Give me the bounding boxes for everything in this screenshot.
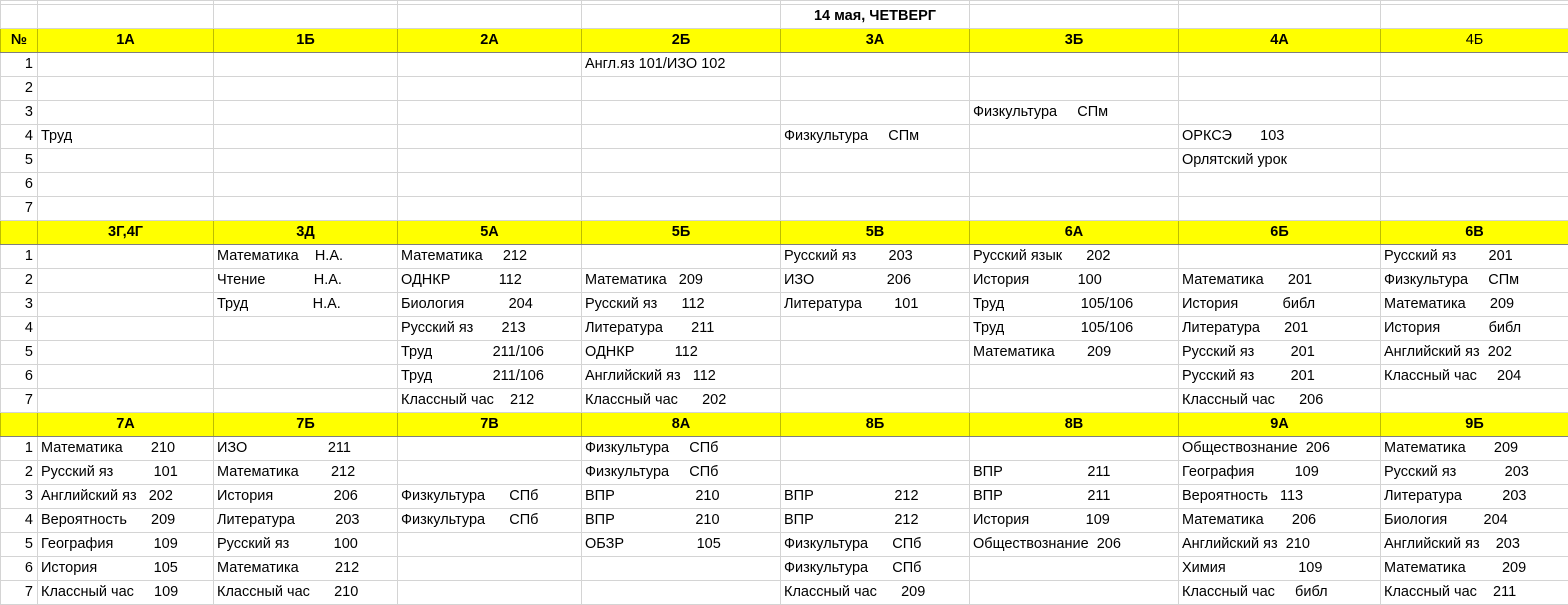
lesson-cell[interactable]: Математика 212: [398, 245, 582, 269]
lesson-row: [1, 581, 1568, 605]
lesson-cell[interactable]: [582, 125, 781, 149]
lesson-cell[interactable]: Физкультура СПб: [582, 437, 781, 461]
lesson-cell[interactable]: Классный час 209: [781, 581, 970, 605]
lesson-cell[interactable]: [398, 197, 582, 221]
lesson-cell[interactable]: [398, 101, 582, 125]
lesson-cell[interactable]: [1179, 197, 1381, 221]
lesson-cell[interactable]: ВПР 212: [781, 485, 970, 509]
lesson-number-cell[interactable]: 5: [1, 533, 38, 557]
lesson-number-cell[interactable]: 1: [1, 437, 38, 461]
class-header-cell[interactable]: 4А: [1179, 29, 1381, 53]
lesson-cell[interactable]: Английский яз 202: [1381, 341, 1568, 365]
lesson-cell[interactable]: Английский яз 112: [582, 365, 781, 389]
lesson-cell[interactable]: [214, 77, 398, 101]
class-header-cell[interactable]: 2Б: [582, 29, 781, 53]
lesson-row: [1, 485, 1568, 509]
lesson-cell[interactable]: [1381, 125, 1568, 149]
lesson-number-cell[interactable]: 4: [1, 317, 38, 341]
lesson-number-cell[interactable]: 7: [1, 197, 38, 221]
lesson-cell[interactable]: [214, 197, 398, 221]
lesson-cell[interactable]: География 109: [38, 533, 214, 557]
lesson-cell[interactable]: Русский яз 201: [1381, 245, 1568, 269]
lesson-cell[interactable]: [781, 317, 970, 341]
cell[interactable]: [1179, 5, 1381, 29]
lesson-cell[interactable]: [781, 341, 970, 365]
lesson-row: [1, 509, 1568, 533]
class-header-cell[interactable]: 5В: [781, 221, 970, 245]
lesson-cell[interactable]: Русский яз 203: [781, 245, 970, 269]
lesson-cell[interactable]: Русский язык 202: [970, 245, 1179, 269]
lesson-cell[interactable]: Биология 204: [398, 293, 582, 317]
lesson-cell[interactable]: Литература 201: [1179, 317, 1381, 341]
lesson-cell[interactable]: [214, 125, 398, 149]
lesson-row: [1, 293, 1568, 317]
lesson-cell[interactable]: Физкультура СПм: [781, 125, 970, 149]
lesson-cell[interactable]: [970, 365, 1179, 389]
lesson-row: [1, 245, 1568, 269]
lesson-number-cell[interactable]: 5: [1, 341, 38, 365]
lesson-cell[interactable]: [781, 197, 970, 221]
lesson-row: [1, 317, 1568, 341]
class-header-cell[interactable]: 7Б: [214, 413, 398, 437]
lesson-cell[interactable]: История библ: [1179, 293, 1381, 317]
lesson-number-cell[interactable]: 7: [1, 389, 38, 413]
lesson-cell[interactable]: История 109: [970, 509, 1179, 533]
lesson-cell[interactable]: Физкультура СПб: [398, 509, 582, 533]
lesson-cell[interactable]: Труд Н.А.: [214, 293, 398, 317]
lesson-cell[interactable]: [970, 77, 1179, 101]
lesson-number-cell[interactable]: 6: [1, 173, 38, 197]
class-header-cell[interactable]: 6В: [1381, 221, 1568, 245]
lesson-cell[interactable]: История 105: [38, 557, 214, 581]
lesson-cell[interactable]: [582, 77, 781, 101]
lesson-cell[interactable]: История библ: [1381, 317, 1568, 341]
lesson-number-cell[interactable]: 1: [1, 245, 38, 269]
lesson-cell[interactable]: Математика 209: [1381, 557, 1568, 581]
lesson-cell[interactable]: Математика 209: [1381, 293, 1568, 317]
lesson-cell[interactable]: [781, 77, 970, 101]
lesson-number-cell[interactable]: 6: [1, 557, 38, 581]
cell[interactable]: [398, 5, 582, 29]
lesson-cell[interactable]: Классный час 210: [214, 581, 398, 605]
lesson-cell[interactable]: Английский яз 203: [1381, 533, 1568, 557]
lesson-cell[interactable]: [1381, 173, 1568, 197]
lesson-row: [1, 149, 1568, 173]
lesson-cell[interactable]: Русский яз 213: [398, 317, 582, 341]
lesson-row: [1, 53, 1568, 77]
lesson-cell[interactable]: География 109: [1179, 461, 1381, 485]
lesson-cell[interactable]: [781, 389, 970, 413]
lesson-cell[interactable]: Математика 212: [214, 557, 398, 581]
lesson-cell[interactable]: Труд: [38, 125, 214, 149]
lesson-row: [1, 461, 1568, 485]
lesson-cell[interactable]: [582, 149, 781, 173]
lesson-cell[interactable]: Русский яз 101: [38, 461, 214, 485]
lesson-cell[interactable]: [38, 77, 214, 101]
title-row: [1, 5, 1568, 29]
lesson-cell[interactable]: Математика 206: [1179, 509, 1381, 533]
lesson-cell[interactable]: [214, 149, 398, 173]
lesson-cell[interactable]: [582, 173, 781, 197]
lesson-cell[interactable]: Математика 212: [214, 461, 398, 485]
lesson-cell[interactable]: Английский яз 202: [38, 485, 214, 509]
lesson-cell[interactable]: Обществознание 206: [1179, 437, 1381, 461]
lesson-cell[interactable]: [398, 581, 582, 605]
lesson-cell[interactable]: ВПР 211: [970, 461, 1179, 485]
lesson-cell[interactable]: [38, 53, 214, 77]
number-header-cell[interactable]: [1, 413, 38, 437]
lesson-cell[interactable]: Труд 211/106: [398, 365, 582, 389]
lesson-cell[interactable]: Физкультура СПм: [1381, 269, 1568, 293]
class-header-cell[interactable]: 3Г,4Г: [38, 221, 214, 245]
lesson-cell[interactable]: Литература 211: [582, 317, 781, 341]
class-header-cell[interactable]: 9Б: [1381, 413, 1568, 437]
lesson-cell[interactable]: Русский яз 100: [214, 533, 398, 557]
lesson-cell[interactable]: Физкультура СПб: [582, 461, 781, 485]
lesson-cell[interactable]: [1381, 77, 1568, 101]
lesson-cell[interactable]: ИЗО 211: [214, 437, 398, 461]
lesson-row: [1, 437, 1568, 461]
lesson-cell[interactable]: Классный час 109: [38, 581, 214, 605]
lesson-cell[interactable]: [38, 173, 214, 197]
lesson-row: [1, 173, 1568, 197]
lesson-cell[interactable]: [214, 101, 398, 125]
cell[interactable]: [582, 5, 781, 29]
lesson-cell[interactable]: [38, 101, 214, 125]
lesson-cell[interactable]: [398, 173, 582, 197]
lesson-cell[interactable]: Математика 209: [1381, 437, 1568, 461]
lesson-cell[interactable]: [38, 293, 214, 317]
cell[interactable]: [970, 5, 1179, 29]
lesson-cell[interactable]: [1179, 173, 1381, 197]
class-header-cell[interactable]: 3Д: [214, 221, 398, 245]
lesson-cell[interactable]: Физкультура СПб: [781, 533, 970, 557]
lesson-number-cell[interactable]: 5: [1, 149, 38, 173]
lesson-number-cell[interactable]: 2: [1, 77, 38, 101]
lesson-cell[interactable]: История 100: [970, 269, 1179, 293]
lesson-cell[interactable]: Классный час библ: [1179, 581, 1381, 605]
lesson-cell[interactable]: [1179, 53, 1381, 77]
lesson-cell[interactable]: ИЗО 206: [781, 269, 970, 293]
lesson-cell[interactable]: [214, 173, 398, 197]
lesson-cell[interactable]: Математика 210: [38, 437, 214, 461]
lesson-cell[interactable]: [398, 533, 582, 557]
lesson-cell[interactable]: Литература 203: [1381, 485, 1568, 509]
lesson-cell[interactable]: Русский яз 201: [1179, 365, 1381, 389]
lesson-cell[interactable]: ОДНКР 112: [398, 269, 582, 293]
lesson-cell[interactable]: [398, 53, 582, 77]
lesson-cell[interactable]: Англ.яз 101/ИЗО 102: [582, 53, 781, 77]
lesson-cell[interactable]: [38, 341, 214, 365]
lesson-cell[interactable]: [398, 77, 582, 101]
lesson-cell[interactable]: ОРКСЭ 103: [1179, 125, 1381, 149]
lesson-cell[interactable]: [398, 437, 582, 461]
lesson-cell[interactable]: Чтение Н.А.: [214, 269, 398, 293]
lesson-cell[interactable]: [781, 365, 970, 389]
lesson-cell[interactable]: [781, 437, 970, 461]
lesson-row: [1, 365, 1568, 389]
lesson-cell[interactable]: [582, 245, 781, 269]
lesson-cell[interactable]: Физкультура СПб: [781, 557, 970, 581]
lesson-cell[interactable]: [398, 557, 582, 581]
cell[interactable]: [38, 5, 214, 29]
lesson-cell[interactable]: Математика Н.А.: [214, 245, 398, 269]
lesson-cell[interactable]: [1179, 101, 1381, 125]
lesson-cell[interactable]: [582, 197, 781, 221]
class-header-cell[interactable]: 1А: [38, 29, 214, 53]
class-header-cell[interactable]: 7В: [398, 413, 582, 437]
lesson-cell[interactable]: Математика 201: [1179, 269, 1381, 293]
lesson-cell[interactable]: [970, 437, 1179, 461]
lesson-cell[interactable]: [1381, 53, 1568, 77]
lesson-cell[interactable]: [781, 149, 970, 173]
lesson-number-cell[interactable]: 7: [1, 581, 38, 605]
lesson-cell[interactable]: ОДНКР 112: [582, 341, 781, 365]
class-header-cell[interactable]: 9А: [1179, 413, 1381, 437]
class-header-cell[interactable]: 8Б: [781, 413, 970, 437]
lesson-cell[interactable]: Химия 109: [1179, 557, 1381, 581]
class-header-row: [1, 221, 1568, 245]
lesson-row: [1, 269, 1568, 293]
lesson-cell[interactable]: [214, 341, 398, 365]
lesson-cell[interactable]: [970, 389, 1179, 413]
lesson-cell[interactable]: Обществознание 206: [970, 533, 1179, 557]
cell[interactable]: [1381, 5, 1568, 29]
lesson-cell[interactable]: Труд 105/106: [970, 317, 1179, 341]
lesson-cell[interactable]: История 206: [214, 485, 398, 509]
class-header-row: [1, 413, 1568, 437]
lesson-cell[interactable]: [970, 149, 1179, 173]
schedule-body: [1, 1, 1568, 605]
lesson-cell[interactable]: Классный час 202: [582, 389, 781, 413]
lesson-cell[interactable]: [970, 557, 1179, 581]
lesson-cell[interactable]: Английский яз 210: [1179, 533, 1381, 557]
lesson-row: [1, 197, 1568, 221]
class-header-cell[interactable]: 3А: [781, 29, 970, 53]
lesson-cell[interactable]: [38, 149, 214, 173]
lesson-cell[interactable]: Русский яз 203: [1381, 461, 1568, 485]
class-header-cell[interactable]: 4Б: [1381, 29, 1568, 53]
lesson-row: [1, 101, 1568, 125]
lesson-cell[interactable]: [398, 149, 582, 173]
lesson-cell[interactable]: [1381, 197, 1568, 221]
lesson-number-cell[interactable]: 1: [1, 53, 38, 77]
class-header-row: [1, 29, 1568, 53]
class-header-cell[interactable]: 6Б: [1179, 221, 1381, 245]
number-header-cell[interactable]: [1, 221, 38, 245]
lesson-cell[interactable]: Классный час 206: [1179, 389, 1381, 413]
lesson-cell[interactable]: [582, 557, 781, 581]
lesson-cell[interactable]: Вероятность 209: [38, 509, 214, 533]
lesson-cell[interactable]: [781, 173, 970, 197]
lesson-cell[interactable]: [970, 125, 1179, 149]
lesson-cell[interactable]: [582, 581, 781, 605]
lesson-cell[interactable]: [214, 53, 398, 77]
lesson-cell[interactable]: [398, 125, 582, 149]
lesson-cell[interactable]: [970, 53, 1179, 77]
lesson-cell[interactable]: [582, 101, 781, 125]
lesson-cell[interactable]: [38, 269, 214, 293]
cell[interactable]: [214, 5, 398, 29]
lesson-cell[interactable]: [38, 389, 214, 413]
lesson-cell[interactable]: Биология 204: [1381, 509, 1568, 533]
lesson-number-cell[interactable]: 3: [1, 101, 38, 125]
lesson-cell[interactable]: ВПР 212: [781, 509, 970, 533]
class-header-cell[interactable]: 2А: [398, 29, 582, 53]
lesson-cell[interactable]: ВПР 210: [582, 509, 781, 533]
number-header-cell[interactable]: №: [1, 29, 38, 53]
lesson-number-cell[interactable]: 3: [1, 485, 38, 509]
lesson-cell[interactable]: [970, 197, 1179, 221]
lesson-cell[interactable]: [1381, 101, 1568, 125]
lesson-row: [1, 557, 1568, 581]
lesson-row: [1, 341, 1568, 365]
lesson-cell[interactable]: [1381, 149, 1568, 173]
lesson-cell[interactable]: [1179, 77, 1381, 101]
lesson-cell[interactable]: ОБЗР 105: [582, 533, 781, 557]
lesson-number-cell[interactable]: 2: [1, 269, 38, 293]
lesson-cell[interactable]: Математика 209: [582, 269, 781, 293]
lesson-cell[interactable]: [38, 245, 214, 269]
lesson-cell[interactable]: Труд 211/106: [398, 341, 582, 365]
lesson-number-cell[interactable]: 6: [1, 365, 38, 389]
lesson-cell[interactable]: [970, 173, 1179, 197]
class-header-cell[interactable]: 6А: [970, 221, 1179, 245]
lesson-cell[interactable]: [214, 317, 398, 341]
lesson-cell[interactable]: Классный час 211: [1381, 581, 1568, 605]
lesson-cell[interactable]: Русский яз 201: [1179, 341, 1381, 365]
lesson-cell[interactable]: [38, 317, 214, 341]
lesson-row: [1, 77, 1568, 101]
lesson-cell[interactable]: [214, 389, 398, 413]
lesson-cell[interactable]: Литература 203: [214, 509, 398, 533]
lesson-cell[interactable]: [38, 197, 214, 221]
class-header-cell[interactable]: 5А: [398, 221, 582, 245]
page-title[interactable]: 14 мая, ЧЕТВЕРГ: [781, 5, 970, 29]
lesson-cell[interactable]: Русский яз 112: [582, 293, 781, 317]
lesson-number-cell[interactable]: 4: [1, 509, 38, 533]
lesson-cell[interactable]: [38, 365, 214, 389]
lesson-cell[interactable]: ВПР 210: [582, 485, 781, 509]
lesson-row: [1, 533, 1568, 557]
lesson-number-cell[interactable]: 3: [1, 293, 38, 317]
lesson-number-cell[interactable]: 4: [1, 125, 38, 149]
lesson-cell[interactable]: [781, 101, 970, 125]
class-header-cell[interactable]: 5Б: [582, 221, 781, 245]
lesson-cell[interactable]: [1381, 389, 1568, 413]
lesson-cell[interactable]: Вероятность 113: [1179, 485, 1381, 509]
lesson-cell[interactable]: [398, 461, 582, 485]
lesson-cell[interactable]: [214, 365, 398, 389]
lesson-cell[interactable]: Классный час 212: [398, 389, 582, 413]
lesson-cell[interactable]: [781, 53, 970, 77]
class-header-cell[interactable]: 7А: [38, 413, 214, 437]
lesson-cell[interactable]: Труд 105/106: [970, 293, 1179, 317]
lesson-cell[interactable]: Орлятский урок: [1179, 149, 1381, 173]
lesson-number-cell[interactable]: 2: [1, 461, 38, 485]
lesson-cell[interactable]: ВПР 211: [970, 485, 1179, 509]
lesson-cell[interactable]: Математика 209: [970, 341, 1179, 365]
lesson-cell[interactable]: Физкультура СПб: [398, 485, 582, 509]
lesson-cell[interactable]: Литература 101: [781, 293, 970, 317]
lesson-cell[interactable]: Классный час 204: [1381, 365, 1568, 389]
lesson-row: [1, 389, 1568, 413]
lesson-row: [1, 125, 1568, 149]
class-header-cell[interactable]: 8А: [582, 413, 781, 437]
class-header-cell[interactable]: 1Б: [214, 29, 398, 53]
lesson-cell[interactable]: Физкультура СПм: [970, 101, 1179, 125]
lesson-cell[interactable]: [781, 461, 970, 485]
lesson-cell[interactable]: [1179, 245, 1381, 269]
class-header-cell[interactable]: 8В: [970, 413, 1179, 437]
cell[interactable]: [1, 5, 38, 29]
lesson-cell[interactable]: [970, 581, 1179, 605]
class-header-cell[interactable]: 3Б: [970, 29, 1179, 53]
